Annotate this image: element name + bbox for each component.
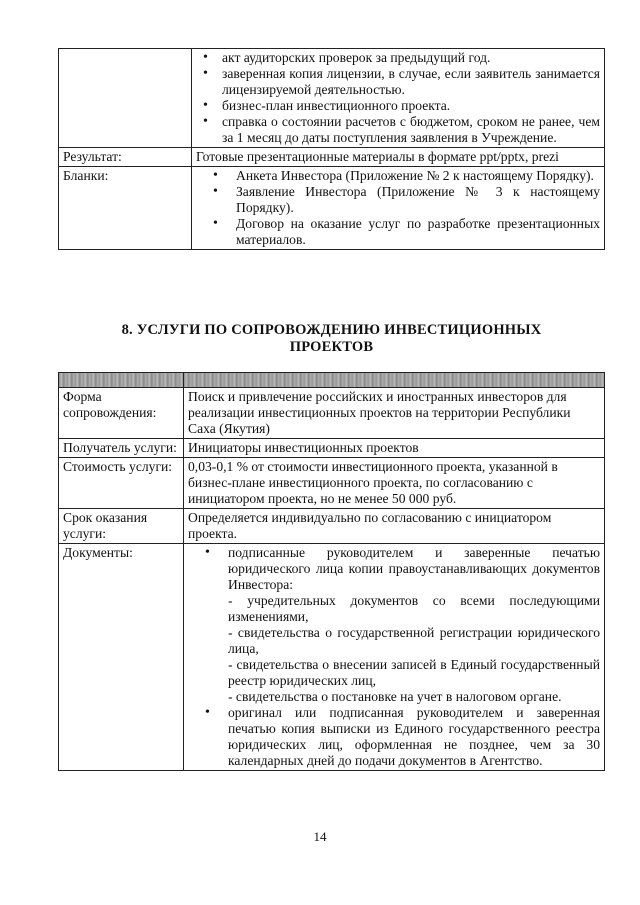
row-value: Инициаторы инвестиционных проектов [184,439,605,458]
list-item: • Анкета Инвестора (Приложение № 2 к настоящему Порядку). [236,168,600,184]
documents-label-empty [59,49,192,148]
table-row [59,509,605,544]
row-label: Получатель услуги: [59,439,184,458]
documents-cell [192,49,605,148]
shaded-cell [184,373,605,388]
page-number: 14 [313,829,327,844]
docs-sub-item: - свидетельства о постановке на учет в налоговом органе. [228,689,562,704]
row-label: Стоимость услуги: [59,458,184,509]
row-value: Поиск и привлечение российских и иностранных инвесторов для реализации инвестиционных проектов на территории Республики Саха (Якутия) [184,388,605,439]
section-title-line-2: ПРОЕКТОВ [289,339,374,355]
table-row [59,148,605,167]
table-row [59,544,605,771]
forms-list [196,168,600,248]
list-item [228,545,600,705]
docs-label: Документы: [59,544,184,771]
table-row [59,167,605,250]
table-header-shaded [59,373,605,388]
docs-list [188,545,600,769]
forms-label: Бланки: [59,167,192,250]
table-row [59,388,605,439]
result-value: Готовые презентационные материалы в формате ppt/pptx, prezi [192,148,605,167]
list-item: • справка о состоянии расчетов с бюджетом, сроком не ранее, чем за 1 месяц до даты поступления заявления в Учреждение. [222,114,600,146]
docs-sub-item: - учредительных документов со всеми последующими изменениями, [228,593,600,624]
forms-cell [192,167,605,250]
list-item: • заверенная копия лицензии, в случае, если заявитель занимается лицензируемой деятельностью. [222,66,600,98]
list-item: • бизнес-план инвестиционного проекта. [222,98,600,114]
docs-cell [184,544,605,771]
docs-item-intro: подписанные руководителем и заверенные печатью юридического лица копии правоустанавливающих документов Инвестора: [228,545,600,592]
shaded-cell [59,373,184,388]
docs-sub-item: - свидетельства о государственной регистрации юридического лица, [228,625,600,656]
docs-sub-item: - свидетельства о внесении записей в Единый государственный реестр юридических лиц, [228,657,600,688]
documents-list [196,50,600,146]
row-label: Срок оказания услуги: [59,509,184,544]
row-value: 0,03-0,1 % от стоимости инвестиционного проекта, указанной в бизнес-плане инвестиционного проекта, по согласованию с инициатором проекта, но не менее 50 000 руб. [184,458,605,509]
table-row [59,458,605,509]
table-row [59,439,605,458]
list-item: • оригинал или подписанная руководителем и заверенная печатью копия выписки из Единого государственного реестра юридических лиц, оформленная не позднее, чем за 30 календарных дней до подачи документов в Агентство. [228,705,600,769]
section-title-line-1: 8. УСЛУГИ ПО СОПРОВОЖДЕНИЮ ИНВЕСТИЦИОННЫХ [121,322,542,338]
row-label: Форма сопровождения: [59,388,184,439]
table-row [59,49,605,148]
list-item: • акт аудиторских проверок за предыдущий год. [222,50,600,66]
service-table-continued [58,48,605,250]
list-item: • Заявление Инвестора (Приложение № 3 к настоящему Порядку). [236,184,600,216]
support-service-table [58,372,605,771]
section-heading [58,322,605,356]
result-label: Результат: [59,148,192,167]
row-value: Определяется индивидуально по согласованию с инициатором проекта. [184,509,605,544]
list-item: • Договор на оказание услуг по разработке презентационных материалов. [236,216,600,248]
